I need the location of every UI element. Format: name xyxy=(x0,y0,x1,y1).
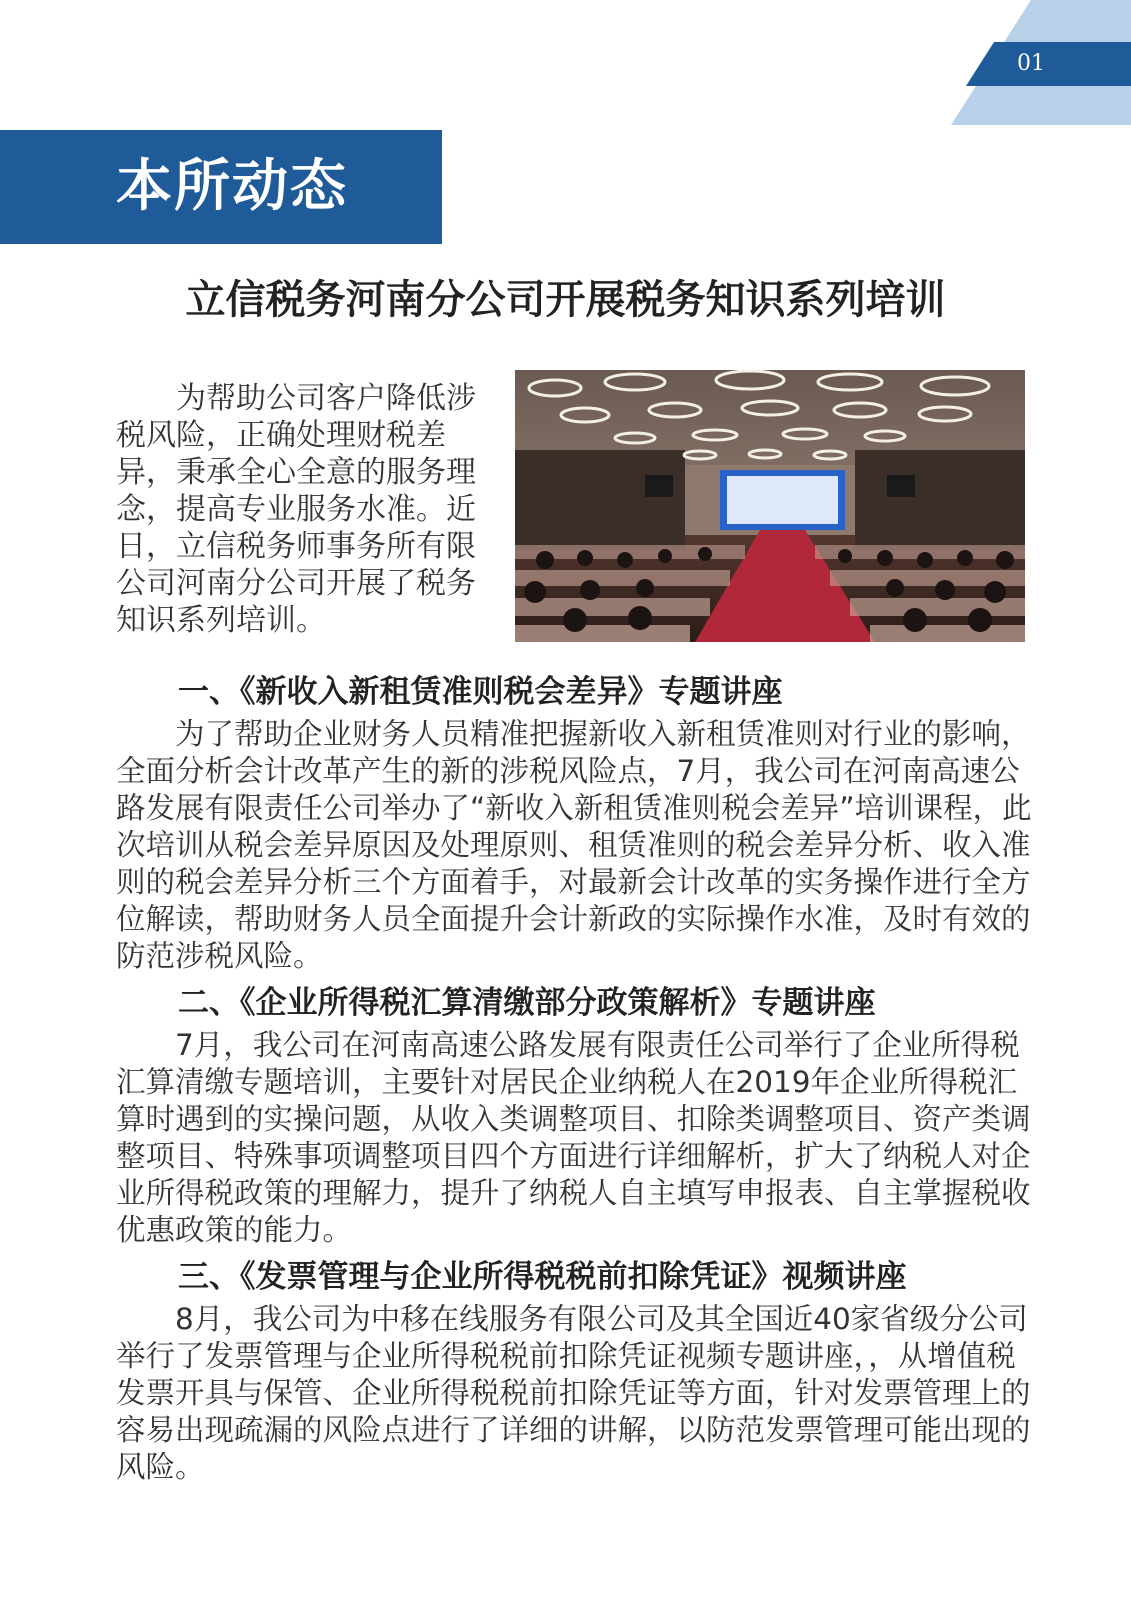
section-heading-1: 一、《新收入新租赁准则税会差异》专题讲座 xyxy=(178,674,783,710)
section-title: 本所动态 xyxy=(116,154,348,219)
intro-paragraph: 为帮助公司客户降低涉税风险，正确处理财税差异，秉承全心全意的服务理念，提高专业服务水准。近日，立信税务师事务所有限公司河南分公司开展了税务知识系列培训。 xyxy=(116,381,476,638)
section-heading-2: 二、《企业所得税汇算清缴部分政策解析》专题讲座 xyxy=(178,985,876,1021)
article-title: 立信税务河南分公司开展税务知识系列培训 xyxy=(185,277,946,323)
page-number: 01 xyxy=(1017,51,1045,76)
article-content xyxy=(116,672,1036,1494)
section-body-2: 7月，我公司在河南高速公路发展有限责任公司举行了企业所得税汇算清缴专题培训，主要针对居民企业纳税人在2019年企业所得税汇算时遇到的实操问题，从收入类调整项目、扣除类调整项目、资产类调整项目、特殊事项调整项目四个方面进行详细解析，扩大了纳税人对企业所得税政策的理解力，提升了纳税人自主填写申报表、自主掌握税收优惠政策的能力。 xyxy=(116,1028,1031,1247)
section-heading-3: 三、《发票管理与企业所得税税前扣除凭证》视频讲座 xyxy=(178,1259,907,1295)
section-body-1: 为了帮助企业财务人员精准把握新收入新租赁准则对行业的影响，全面分析会计改革产生的新的涉税风险点，7月，我公司在河南高速公路发展有限责任公司举办了“新收入新租赁准则税会差异”培训课程，此次培训从税会差异原因及处理原则、租赁准则的税会差异分析、收入准则的税会差异分析三个方面着手，对最新会计改革的实务操作进行全方位解读，帮助财务人员全面提升会计新政的实际操作水准，及时有效的防范涉税风险。 xyxy=(116,717,1032,973)
training-photo xyxy=(515,370,1025,642)
section-body-3: 8月，我公司为中移在线服务有限公司及其全国近40家省级分公司举行了发票管理与企业所得税税前扣除凭证视频专题讲座，，从增值税发票开具与保管、企业所得税税前扣除凭证等方面，针对发票管理上的容易出现疏漏的风险点进行了详细的讲解，以防范发票管理可能出现的风险。 xyxy=(116,1302,1031,1484)
